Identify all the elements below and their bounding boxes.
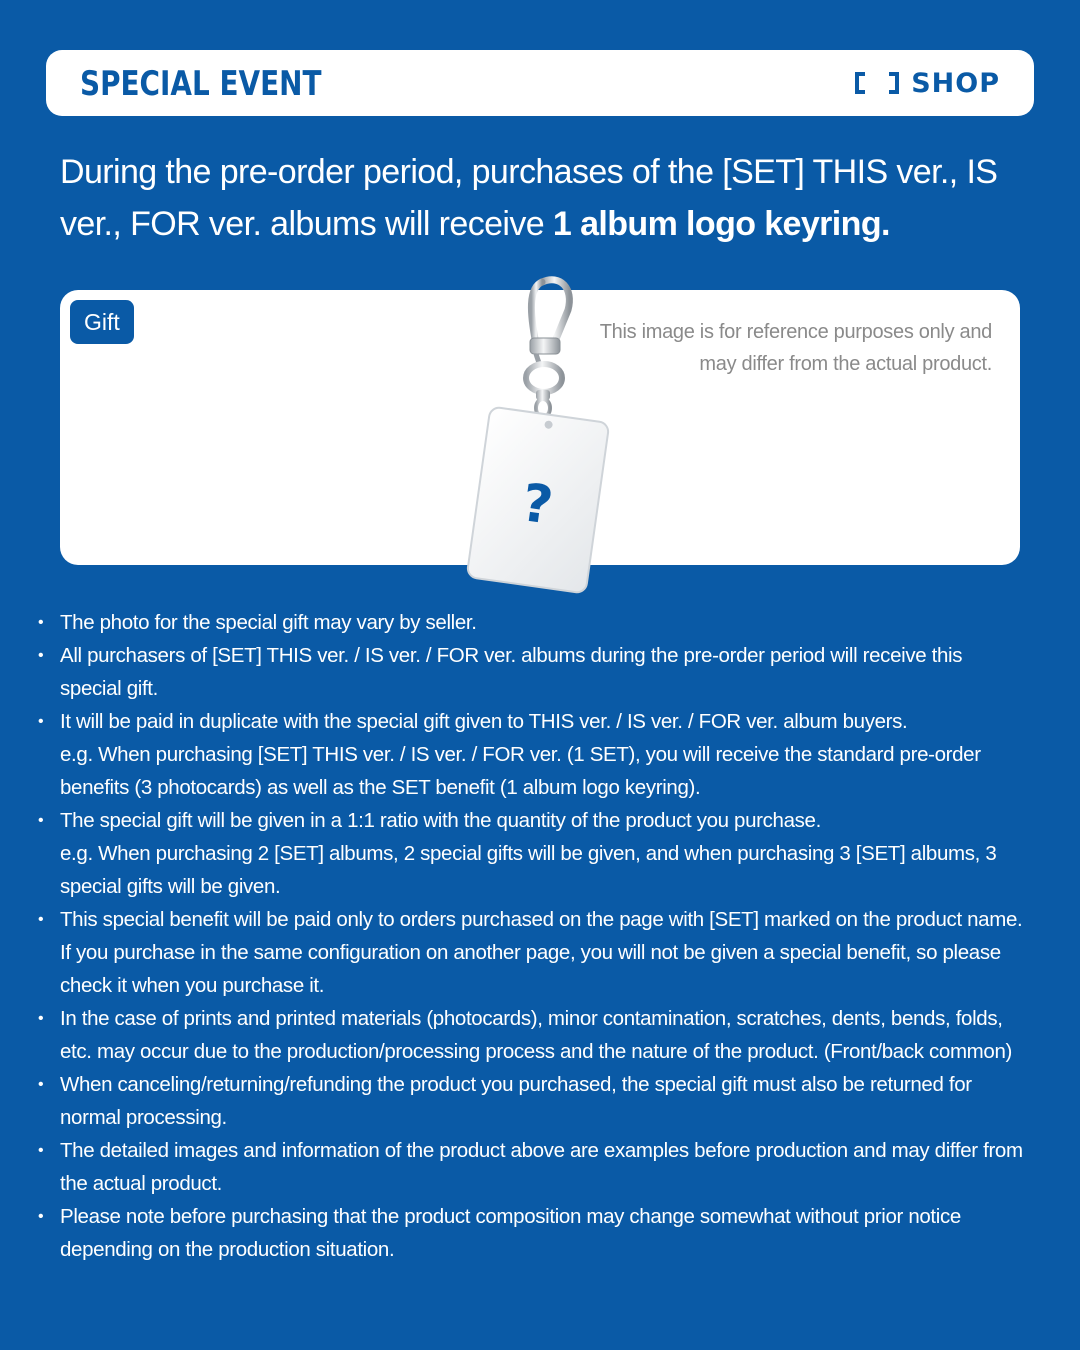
note-line: • The photo for the special gift may vary by seller. <box>60 611 477 634</box>
keyring-icon <box>450 274 610 594</box>
list-item <box>36 1134 1026 1200</box>
note-line: e.g. When purchasing 2 [SET] albums, 2 special gifts will be given, and when purchasing 3 [SET] albums, 3 special gifts will be given. <box>60 842 997 898</box>
reference-disclaimer: This image is for reference purposes only and may differ from the actual product. <box>599 321 992 375</box>
bracket-logo-icon <box>855 72 899 94</box>
list-item <box>36 639 1026 705</box>
list-item <box>36 804 1026 903</box>
list-item <box>36 903 1026 1002</box>
list-item <box>36 1200 1026 1266</box>
gift-badge: Gift <box>70 300 134 344</box>
note-line: • The detailed images and information of the product above are examples before production and may differ from the actual product. <box>60 1139 1023 1195</box>
intro-regular: During the pre-order period, purchases of the [SET] THIS ver., IS ver., FOR ver. albums will receive <box>60 153 998 243</box>
notes-list <box>36 606 1026 1266</box>
intro-text <box>60 146 1020 250</box>
list-item <box>36 705 1026 804</box>
list-item <box>36 606 1026 639</box>
note-line: • All purchasers of [SET] THIS ver. / IS ver. / FOR ver. albums during the pre-order period will receive this special gift. <box>60 644 963 700</box>
page-title: SPECIAL EVENT <box>80 64 322 104</box>
note-line: e.g. When purchasing [SET] THIS ver. / IS ver. / FOR ver. (1 SET), you will receive the standard pre-order benefits (3 photocards) as well as the SET benefit (1 album logo keyring). <box>60 743 981 799</box>
note-line: • This special benefit will be paid only to orders purchased on the page with [SET] marked on the product name. If you purchase in the same configuration on another page, you will not be given a special benefit, so please check it when you purchase it. <box>60 908 1023 997</box>
shop-logo <box>855 67 1000 99</box>
note-line: • When canceling/returning/refunding the product you purchased, the special gift must also be returned for normal processing. <box>60 1073 972 1129</box>
note-line: • The special gift will be given in a 1:1 ratio with the quantity of the product you purchase. <box>60 809 821 832</box>
list-item <box>36 1002 1026 1068</box>
intro-bold: 1 album logo keyring. <box>552 205 890 243</box>
header-bar <box>46 50 1034 116</box>
keyring-question-mark: ? <box>518 473 557 537</box>
list-item <box>36 1068 1026 1134</box>
note-line: • In the case of prints and printed materials (photocards), minor contamination, scratches, dents, bends, folds, etc. may occur due to the production/processing process and the nature of the product. (Front/back common) <box>60 1007 1012 1063</box>
shop-label: SHOP <box>911 67 1000 99</box>
note-line: • It will be paid in duplicate with the special gift given to THIS ver. / IS ver. / FOR ver. album buyers. <box>60 710 908 733</box>
note-line: • Please note before purchasing that the product composition may change somewhat without prior notice depending on the production situation. <box>60 1205 961 1261</box>
